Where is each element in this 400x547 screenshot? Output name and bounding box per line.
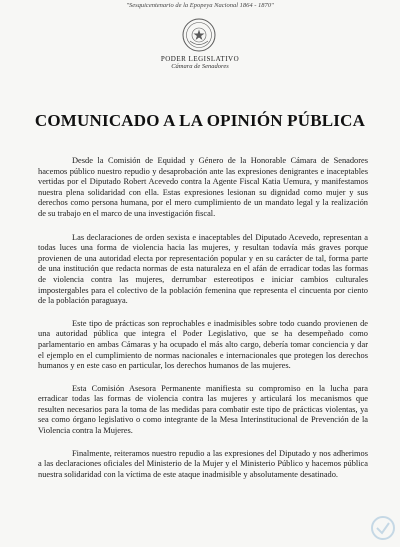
paragraph-3: Este tipo de prácticas son reprochables e inadmisibles sobre todo cuando provienen de una autoridad pública que integra el Poder Legislativo, que se ha desempeñado como parlamentario en ambas Cámaras y ha ocupado el más alto cargo, debería tomar conciencia y dar el ejemplo en el cumplimiento de normas nacionales e internacionales que protegen los derechos humanos y en este caso en particular, los derechos humanos de las mujeres. [38,318,368,371]
paragraph-4: Esta Comisión Asesora Permanente manifiesta su compromiso en la lucha para erradicar todas las formas de violencia contra las mujeres y articulará los mecanismos que resulten necesarios para la toma de las medidas para combatir este tipo de prácticas violentas, ya sea como órgano legislativo o como integrante de la Mesa Interinstitucional de Prevención de la Violencia contra la Mujeres. [38,383,368,436]
header-motto: "Sesquicentenario de la Epopeya Nacional 1864 - 1870" [126,2,274,9]
paragraph-1: Desde la Comisión de Equidad y Género de la Honorable Cámara de Senadores hacemos público nuestro repudio y desaprobación ante las expresiones denigrantes e inaceptables vertidas por el Diputado Robert Acevedo contra la Agente Fiscal Katia Uemura, y manifestamos nuestra plena solidaridad con ella. Estas expresiones lesionan su dignidad como mujer y sus derechos como persona humana, por el mero cumplimiento de un mandato legal y la realización de su trabajo en el marco de una investigación fiscal. [38,156,368,218]
paragraph-2: Las declaraciones de orden sexista e inaceptables del Diputado Acevedo, representan a todas luces una forma de violencia hacia las mujeres, y resultan todavía más graves porque provienen de una autoridad electa por representación popular y en su carácter de tal, forma parte de una institución que redacta normas de esta naturaleza en el afán de erradicar todas las formas de violencia contra las mujeres, derrumbar estereotipos e iniciar cambios culturales impostergables para el colectivo de la población femenina que representa el cincuenta por ciento de la población paraguaya. [38,232,368,306]
paragraph-5: Finalmente, reiteramos nuestro repudio a las expresiones del Diputado y nos adherimos a las declaraciones oficiales del Ministerio de la Mujer y el Ministerio Público y hacemos pública nuestra solidaridad con la víctima de este ataque inadmisible y absolutamente desatinado. [38,448,368,479]
document-body [38,156,368,492]
org-line-2: Cámara de Senadores [171,63,229,70]
document-title: COMUNICADO A LA OPINIÓN PÚBLICA [34,111,366,130]
senate-seal-icon [182,18,216,52]
org-line-1: PODER LEGISLATIVO [160,55,240,63]
watermark-logo-icon [370,515,396,541]
